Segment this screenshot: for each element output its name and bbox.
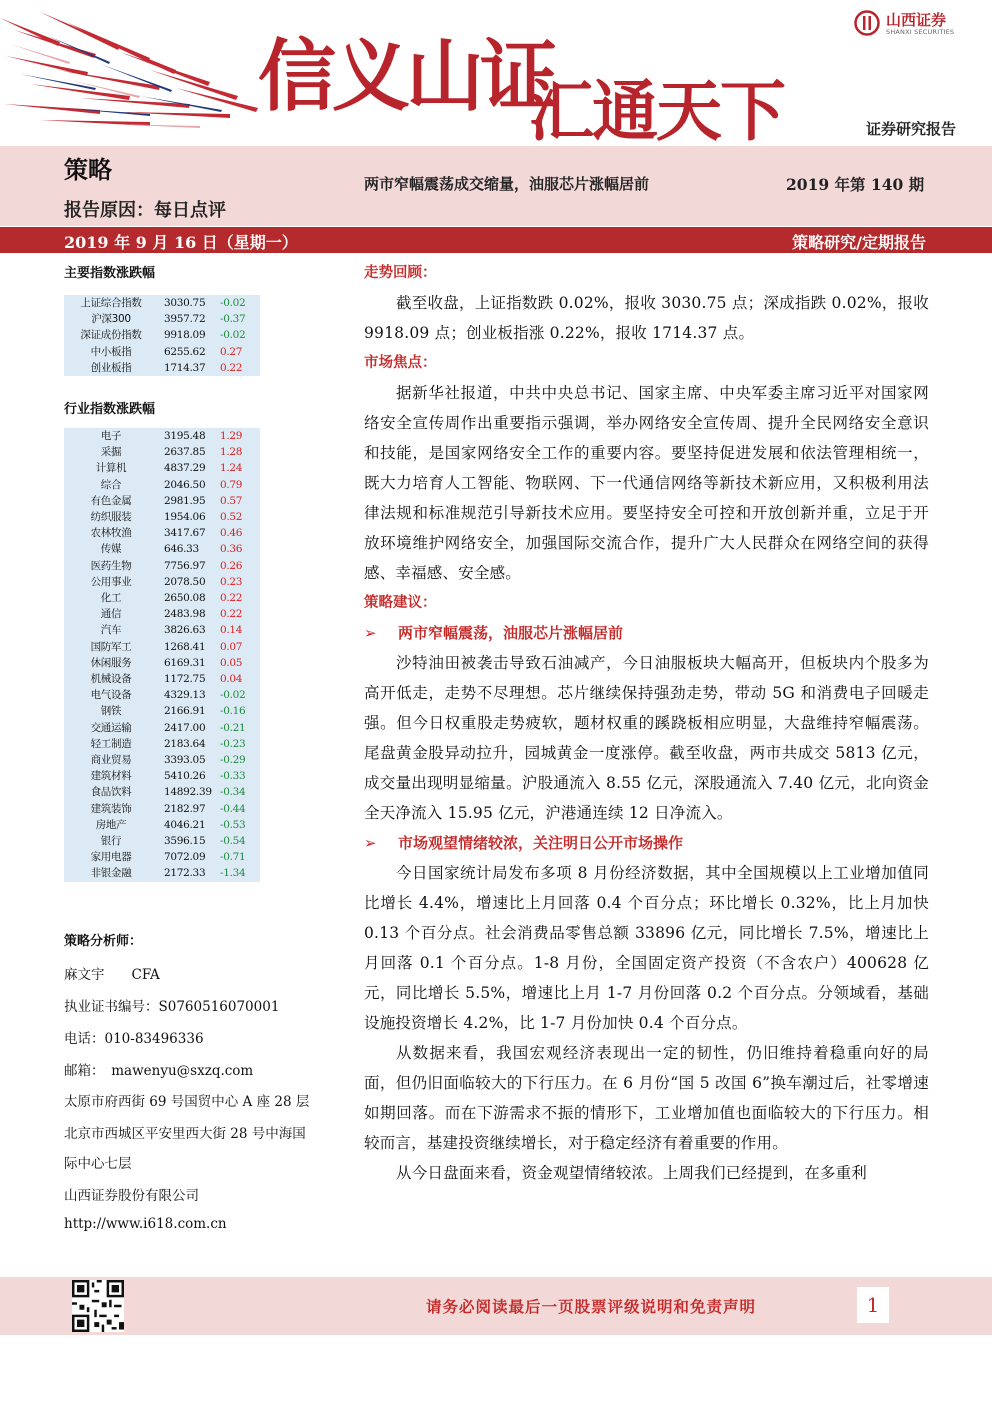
index-value: 2166.91	[164, 705, 206, 718]
index-change: 0.27	[220, 345, 243, 358]
index-change: -1.34	[220, 867, 246, 880]
index-name: 交通运输	[90, 721, 132, 734]
index-change: -0.34	[220, 786, 246, 799]
index-change: -0.29	[220, 754, 246, 767]
disclaimer-text: 请务必阅读最后一页股票评级说明和免责声明	[426, 1298, 757, 1316]
industry-index-row	[64, 833, 260, 849]
subsection-title-1: 两市窄幅震荡，油服芯片涨幅居前	[398, 624, 624, 642]
company-logo-name: 山西证券	[886, 11, 947, 29]
index-name: 公用事业	[90, 575, 132, 588]
industry-index-row	[64, 817, 260, 833]
index-value: 3393.05	[164, 754, 206, 767]
index-value: 3195.48	[164, 430, 206, 442]
industry-index-row	[64, 720, 260, 736]
index-change: -0.23	[220, 737, 246, 750]
index-name: 机械设备	[90, 673, 132, 686]
subsection-heading-2	[364, 828, 929, 858]
index-value: 1954.06	[164, 511, 206, 524]
index-name: 非银金融	[90, 867, 132, 880]
index-change: 0.22	[220, 361, 243, 374]
industry-index-row	[64, 477, 260, 493]
industry-index-row	[64, 703, 260, 719]
index-value: 2046.50	[164, 478, 206, 491]
subsection-paragraph-2b: 从数据来看，我国宏观经济表现出一定的韧性，仍旧维持着稳重向好的局面，但仍旧面临较大的下行压力。在 6 月份“国 5 改国 6”换车潮过后，社零增速如期回落。而在下游需求不振的情形下，工业增加值也面临较大的下行压力。相较而言，基建投资继续增长，对于稳定经济有着重要的作用。	[364, 1044, 929, 1152]
industry-index-row	[64, 784, 260, 800]
industry-index-row	[64, 768, 260, 784]
index-name: 传媒	[100, 543, 122, 556]
industry-index-row	[64, 558, 260, 574]
industry-index-row	[64, 687, 260, 703]
index-name: 国防军工	[90, 640, 132, 653]
report-date: 2019 年 9 月 16 日（星期一）	[64, 233, 298, 252]
index-name: 休闲服务	[90, 656, 132, 669]
review-heading: 走势回顾：	[364, 265, 437, 281]
industry-index-row	[64, 801, 260, 817]
index-change: -0.37	[220, 313, 246, 326]
report-headline: 两市窄幅震荡成交缩量，油服芯片涨幅居前	[364, 175, 650, 193]
industry-index-table	[64, 428, 260, 882]
index-value: 3957.72	[164, 313, 206, 326]
index-value: 14892.39	[164, 786, 212, 799]
index-name: 钢铁	[100, 705, 122, 718]
index-change: 0.07	[220, 640, 243, 653]
index-change: 0.79	[220, 478, 243, 491]
index-change: -0.02	[220, 297, 246, 309]
index-value: 1172.75	[164, 673, 206, 686]
report-reason: 报告原因：每日点评	[64, 200, 226, 221]
index-change: -0.71	[220, 851, 246, 864]
index-value: 3596.15	[164, 835, 206, 848]
index-name: 综合	[100, 478, 122, 491]
index-change: 0.14	[220, 624, 243, 637]
index-name: 建筑装饰	[90, 802, 132, 815]
index-value: 2417.00	[164, 721, 206, 734]
industry-index-row	[64, 671, 260, 687]
index-value: 7072.09	[164, 851, 206, 864]
issue-number: 2019 年第 140 期	[786, 175, 925, 194]
index-change: 1.24	[220, 462, 243, 475]
index-change: -0.21	[220, 721, 246, 734]
index-change: -0.33	[220, 770, 246, 783]
index-value: 3417.67	[164, 527, 206, 540]
index-change: -0.16	[220, 705, 246, 718]
review-paragraph: 截至收盘，上证指数跌 0.02%，报收 3030.75 点；深成指跌 0.02%，报收 9918.09 点；创业板指涨 0.22%，报收 1714.37 点。	[364, 294, 929, 342]
index-name: 电气设备	[90, 689, 132, 702]
index-name: 食品饮料	[90, 786, 132, 799]
company-logo-icon	[854, 10, 880, 36]
index-name: 纺织服装	[90, 511, 132, 524]
slogan-line-1: 信义山证	[258, 32, 555, 122]
index-name: 建筑材料	[90, 770, 132, 783]
index-name: 农林牧渔	[90, 527, 132, 540]
index-name: 家用电器	[90, 851, 132, 864]
index-name: 商业贸易	[90, 754, 132, 767]
index-change: 0.22	[220, 592, 243, 605]
industry-index-row	[64, 444, 260, 460]
index-name: 深证成份指数	[80, 329, 142, 342]
index-name: 轻工制造	[90, 737, 132, 750]
company-website[interactable]: http://www.i618.com.cn	[64, 1216, 227, 1232]
brand-banner	[0, 0, 992, 145]
index-name: 医药生物	[90, 559, 132, 572]
advice-heading: 策略建议：	[364, 595, 437, 611]
index-name: 汽车	[100, 624, 122, 637]
main-index-row	[64, 311, 260, 327]
index-name: 计算机	[95, 462, 127, 475]
index-value: 5410.26	[164, 770, 206, 783]
subsection-paragraph-2c: 从今日盘面来看，资金观望情绪较浓。上周我们已经提到，在多重利	[396, 1164, 868, 1182]
index-value: 6169.31	[164, 656, 206, 669]
industry-index-row	[64, 590, 260, 606]
index-value: 9918.09	[164, 329, 206, 342]
index-value: 1268.41	[164, 640, 206, 653]
index-name: 银行	[100, 835, 122, 848]
industry-index-row	[64, 606, 260, 622]
analyst-phone: 电话：010-83496336	[64, 1031, 204, 1047]
report-type-label: 证券研究报告	[866, 120, 957, 138]
index-change: -0.44	[220, 802, 246, 815]
index-value: 2981.95	[164, 494, 206, 507]
address-taiyuan: 太原市府西街 69 号国贸中心 A 座 28 层	[64, 1094, 310, 1110]
subsection-title-2: 市场观望情绪较浓，关注明日公开市场操作	[398, 834, 684, 852]
industry-index-row	[64, 752, 260, 768]
index-value: 2172.33	[164, 867, 206, 880]
industry-index-row	[64, 736, 260, 752]
industry-index-row	[64, 655, 260, 671]
index-change: 0.36	[220, 543, 243, 556]
company-logo-english: SHANXI SECURITIES	[886, 28, 955, 36]
index-name: 上证综合指数	[80, 297, 142, 309]
index-change: 1.29	[220, 430, 243, 442]
index-value: 646.33	[164, 543, 199, 556]
index-change: -0.02	[220, 329, 246, 342]
industry-index-row	[64, 849, 260, 865]
industry-index-row	[64, 574, 260, 590]
qr-code-icon	[72, 1280, 124, 1332]
main-index-title: 主要指数涨跌幅	[64, 266, 156, 281]
index-change: 1.28	[220, 446, 243, 459]
analyst-title: 策略分析师：	[64, 934, 143, 949]
red-arrows-graphic	[0, 0, 300, 145]
industry-index-title: 行业指数涨跌幅	[64, 402, 156, 417]
index-value: 6255.62	[164, 345, 206, 358]
industry-index-row	[64, 865, 260, 881]
analyst-name: 麻文宇 CFA	[64, 967, 160, 983]
index-change: 0.26	[220, 559, 243, 572]
industry-index-row	[64, 622, 260, 638]
index-change: 0.57	[220, 494, 243, 507]
index-change: 0.52	[220, 511, 243, 524]
subsection-paragraph-2a: 今日国家统计局发布多项 8 月份经济数据，其中全国规模以上工业增加值同比增长 4.4%，增速比上月回落 0.4 个百分点；环比增长 0.32%，比上月加快 0.13 个百分点。社会消费品零售总额 33896 亿元，同比增长 7.5%，增速比上月回落 0.1 个百分点。1-8 月份，全国固定资产投资（不含农户）400628 亿元，同比增长 5.5%，增速比上月 1-7 月份回落 0.2 个百分点。分领域看，基础设施投资增长 4.2%，比 1-7 月份加快 0.4 个百分点。	[364, 864, 929, 1032]
subsection-heading-1	[364, 618, 929, 648]
main-index-table	[64, 295, 260, 376]
index-name: 化工	[100, 592, 122, 605]
industry-index-row	[64, 428, 260, 444]
industry-index-row	[64, 493, 260, 509]
index-name: 电子	[100, 430, 122, 442]
index-value: 3826.63	[164, 624, 206, 637]
index-change: 0.05	[220, 656, 243, 669]
main-index-row	[64, 295, 260, 311]
index-name: 房地产	[95, 818, 127, 831]
index-value: 4329.13	[164, 689, 206, 702]
industry-index-row	[64, 541, 260, 557]
index-change: 0.04	[220, 673, 243, 686]
index-value: 2182.97	[164, 802, 206, 815]
industry-index-row	[64, 460, 260, 476]
bullet-arrow-icon: ➢	[364, 834, 377, 852]
index-change: -0.53	[220, 818, 246, 831]
index-change: -0.54	[220, 835, 246, 848]
analyst-email[interactable]: 邮箱： mawenyu@sxzq.com	[64, 1063, 254, 1079]
subsection-paragraph-1: 沙特油田被袭击导致石油减产，今日油服板块大幅高开，但板块内个股多为高开低走，走势不尽理想。芯片继续保持强劲走势，带动 5G 和消费电子回暖走强。但今日权重股走势疲软，题材权重的蹊跷板相应明显，大盘维持窄幅震荡。尾盘黄金股异动拉升，园城黄金一度涨停。截至收盘，两市共成交 5813 亿元，成交量出现明显缩量。沪股通流入 8.55 亿元，深股通流入 7.40 亿元，北向资金全天净流入 15.95 亿元，沪港通连续 12 日净流入。	[364, 654, 929, 822]
analyst-license: 执业证书编号：S0760516070001	[64, 999, 280, 1015]
index-name: 沪深300	[91, 313, 131, 326]
index-change: 0.23	[220, 575, 243, 588]
industry-index-row	[64, 639, 260, 655]
industry-index-row	[64, 525, 260, 541]
industry-index-row	[64, 509, 260, 525]
main-index-row	[64, 327, 260, 343]
address-beijing-line2: 际中心七层	[64, 1156, 132, 1172]
report-category: 策略	[64, 156, 112, 184]
index-value: 2650.08	[164, 592, 206, 605]
index-value: 7756.97	[164, 559, 206, 572]
focus-paragraph: 据新华社报道，中共中央总书记、国家主席、中央军委主席习近平对国家网络安全宣传周作出重要指示强调，举办网络安全宣传周、提升全民网络安全意识和技能，是国家网络安全工作的重要内容。要坚持促进发展和依法管理相统一，既大力培育人工智能、物联网、下一代通信网络等新技术新应用，又积极利用法律法规和标准规范引导新技术应用。要坚持安全可控和开放创新并重，立足于开放环境维护网络安全，加强国际交流合作，提升广大人民群众在网络空间的获得感、幸福感、安全感。	[364, 384, 929, 582]
index-value: 2078.50	[164, 575, 206, 588]
main-content	[364, 258, 929, 1188]
company-name: 山西证券股份有限公司	[64, 1188, 199, 1204]
page-number: 1	[857, 1287, 889, 1323]
report-tag: 策略研究/定期报告	[792, 233, 926, 252]
index-change: -0.02	[220, 689, 246, 702]
index-name: 中小板指	[90, 345, 132, 358]
slogan-line-2: 汇通天下	[528, 73, 784, 145]
main-index-row	[64, 344, 260, 360]
main-index-row	[64, 360, 260, 376]
focus-heading: 市场焦点：	[364, 355, 437, 371]
index-value: 2183.64	[164, 737, 206, 750]
index-name: 有色金属	[90, 494, 132, 507]
index-value: 3030.75	[164, 297, 206, 309]
index-value: 2637.85	[164, 446, 206, 459]
index-change: 0.22	[220, 608, 243, 621]
index-value: 4046.21	[164, 818, 206, 831]
address-beijing-line1: 北京市西城区平安里西大街 28 号中海国	[64, 1126, 306, 1142]
bullet-arrow-icon: ➢	[364, 624, 377, 642]
index-change: 0.46	[220, 527, 243, 540]
index-name: 采掘	[100, 446, 122, 459]
index-name: 创业板指	[90, 361, 132, 374]
index-value: 4837.29	[164, 462, 206, 475]
index-value: 2483.98	[164, 608, 206, 621]
index-value: 1714.37	[164, 361, 206, 374]
index-name: 通信	[100, 608, 122, 621]
